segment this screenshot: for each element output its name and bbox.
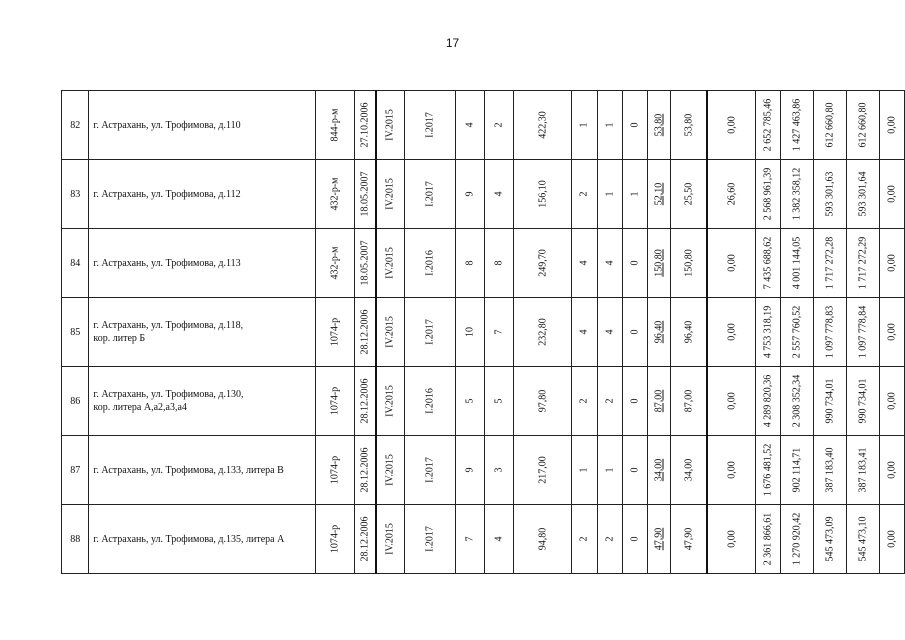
address-line: г. Астрахань, ул. Трофимова, д.130,	[93, 389, 244, 400]
residents-count-cell	[456, 367, 485, 436]
extra-funds-cell	[879, 298, 904, 367]
address-cell	[89, 91, 316, 160]
start-quarter: IV.2015	[384, 523, 396, 555]
flats-count-cell	[572, 229, 597, 298]
relocated-area-cell	[647, 298, 670, 367]
extra-funds: 0,00	[886, 185, 898, 203]
start-quarter: IV.2015	[384, 454, 396, 486]
flats-count-cell	[572, 367, 597, 436]
local-share-cell	[846, 229, 879, 298]
local-share: 1 097 778,84	[857, 305, 869, 359]
region-share: 387 183,40	[824, 447, 836, 493]
order-date: 28.12.2006	[359, 516, 371, 562]
fund-share-cell	[781, 160, 814, 229]
relocated-area-cell	[647, 229, 670, 298]
relocated-count: 4	[493, 536, 505, 542]
owned-area-cell	[670, 160, 707, 229]
address-cell	[89, 505, 316, 574]
owned-flats: 4	[604, 260, 616, 266]
end-quarter-cell	[405, 505, 456, 574]
relocated-count-cell	[485, 436, 514, 505]
row-number: 85	[62, 298, 89, 367]
owned-area-cell	[670, 436, 707, 505]
residents-count-cell	[456, 91, 485, 160]
owned-flats: 2	[604, 536, 616, 542]
table-row	[62, 298, 905, 367]
flats-count: 2	[578, 536, 590, 542]
municipal-area-cell	[707, 160, 755, 229]
order-date: 18.05.2007	[359, 171, 371, 217]
order-date-cell	[354, 505, 375, 574]
row-number: 88	[62, 505, 89, 574]
local-share-cell	[846, 436, 879, 505]
extra-funds-cell	[879, 160, 904, 229]
extra-funds: 0,00	[886, 461, 898, 479]
municipal-flats-cell	[622, 298, 647, 367]
relocated-count-cell	[485, 367, 514, 436]
municipal-flats: 0	[629, 398, 641, 404]
relocated-area: 47,90	[653, 527, 665, 551]
relocated-area: 53,80	[653, 113, 665, 137]
address-cell	[89, 367, 316, 436]
local-share: 545 473,10	[857, 516, 869, 562]
flats-count: 4	[578, 329, 590, 335]
order-number: 1074-р	[329, 455, 341, 485]
relocated-area: 52,10	[653, 182, 665, 206]
owned-flats: 4	[604, 329, 616, 335]
start-quarter: IV.2015	[384, 385, 396, 417]
address-line-2: кор. литер Б	[93, 333, 146, 344]
order-number: 1074-р	[329, 317, 341, 347]
municipal-area-cell	[707, 229, 755, 298]
municipal-area: 0,00	[726, 254, 738, 272]
extra-funds-cell	[879, 505, 904, 574]
row-number: 82	[62, 91, 89, 160]
fund-share: 1 382 358,12	[791, 167, 803, 221]
order-date-cell	[354, 367, 375, 436]
local-share-cell	[846, 505, 879, 574]
region-share-cell	[814, 229, 847, 298]
area: 156,10	[537, 180, 549, 208]
table-row	[62, 160, 905, 229]
start-quarter-cell	[376, 91, 405, 160]
order-number-cell	[316, 505, 355, 574]
region-share-cell	[814, 367, 847, 436]
order-date-cell	[354, 160, 375, 229]
municipal-flats: 0	[629, 467, 641, 473]
area: 232,80	[537, 318, 549, 346]
address-line: г. Астрахань, ул. Трофимова, д.110	[93, 119, 241, 131]
flats-count-cell	[572, 298, 597, 367]
address-line: г. Астрахань, ул. Трофимова, д.118,	[93, 320, 244, 331]
fund-share: 2 308 352,34	[791, 374, 803, 428]
start-quarter: IV.2015	[384, 109, 396, 141]
total-cost: 1 676 481,52	[762, 443, 774, 497]
total-cost: 2 361 866,61	[762, 512, 774, 566]
end-quarter: I.2017	[424, 112, 436, 138]
residents-count-cell	[456, 160, 485, 229]
extra-funds-cell	[879, 367, 904, 436]
relocated-area: 150,80	[653, 249, 665, 277]
fund-share: 1 427 463,86	[791, 98, 803, 152]
fund-share: 1 270 920,42	[791, 512, 803, 566]
end-quarter-cell	[405, 298, 456, 367]
total-cost-cell	[756, 91, 781, 160]
residents-count: 5	[464, 398, 476, 404]
flats-count-cell	[572, 505, 597, 574]
total-cost: 2 652 785,46	[762, 98, 774, 152]
extra-funds: 0,00	[886, 392, 898, 410]
start-quarter-cell	[376, 367, 405, 436]
owned-area: 53,80	[683, 113, 695, 137]
extra-funds-cell	[879, 436, 904, 505]
municipal-area: 26,60	[726, 182, 738, 206]
start-quarter-cell	[376, 436, 405, 505]
start-quarter-cell	[376, 229, 405, 298]
start-quarter: IV.2015	[384, 316, 396, 348]
address-line: г. Астрахань, ул. Трофимова, д.113	[93, 257, 241, 269]
owned-flats: 1	[604, 191, 616, 197]
owned-area: 34,00	[683, 458, 695, 482]
start-quarter-cell	[376, 505, 405, 574]
address-cell	[89, 436, 316, 505]
table-row	[62, 91, 905, 160]
area: 249,70	[537, 249, 549, 277]
area: 94,80	[537, 527, 549, 551]
end-quarter-cell	[405, 436, 456, 505]
region-share: 612 660,80	[824, 102, 836, 148]
region-share: 990 734,01	[824, 378, 836, 424]
owned-area: 96,40	[683, 320, 695, 344]
owned-flats-cell	[597, 505, 622, 574]
residents-count-cell	[456, 436, 485, 505]
local-share-cell	[846, 160, 879, 229]
local-share: 593 301,64	[857, 171, 869, 217]
municipal-flats: 0	[629, 122, 641, 128]
order-date-cell	[354, 229, 375, 298]
local-share-cell	[846, 298, 879, 367]
row-number: 83	[62, 160, 89, 229]
region-share: 1 717 272,28	[824, 236, 836, 290]
municipal-area: 0,00	[726, 461, 738, 479]
order-date: 28.12.2006	[359, 378, 371, 424]
relocated-count-cell	[485, 229, 514, 298]
order-number-cell	[316, 160, 355, 229]
address-cell	[89, 160, 316, 229]
order-number-cell	[316, 298, 355, 367]
local-share-cell	[846, 367, 879, 436]
relocated-area: 96,40	[653, 320, 665, 344]
local-share-cell	[846, 91, 879, 160]
order-number: 1074-р	[329, 524, 341, 554]
fund-share-cell	[781, 298, 814, 367]
municipal-flats-cell	[622, 91, 647, 160]
total-cost-cell	[756, 160, 781, 229]
order-number: 432-р-м	[329, 177, 341, 211]
extra-funds: 0,00	[886, 323, 898, 341]
end-quarter-cell	[405, 91, 456, 160]
municipal-area-cell	[707, 436, 755, 505]
row-number: 87	[62, 436, 89, 505]
owned-area: 47,90	[683, 527, 695, 551]
total-cost: 4 289 820,36	[762, 374, 774, 428]
total-cost-cell	[756, 436, 781, 505]
owned-area-cell	[670, 367, 707, 436]
relocated-count-cell	[485, 160, 514, 229]
municipal-flats-cell	[622, 367, 647, 436]
flats-count: 4	[578, 260, 590, 266]
region-share: 545 473,09	[824, 516, 836, 562]
area-cell	[514, 160, 572, 229]
row-number: 84	[62, 229, 89, 298]
municipal-area: 0,00	[726, 116, 738, 134]
page-number: 17	[445, 36, 460, 50]
area: 217,00	[537, 456, 549, 484]
end-quarter: I.2017	[424, 526, 436, 552]
region-share-cell	[814, 505, 847, 574]
relocated-count: 7	[493, 329, 505, 335]
flats-count-cell	[572, 160, 597, 229]
municipal-flats: 0	[629, 260, 641, 266]
municipal-area: 0,00	[726, 323, 738, 341]
residents-count-cell	[456, 505, 485, 574]
owned-flats: 1	[604, 122, 616, 128]
end-quarter-cell	[405, 160, 456, 229]
municipal-flats: 1	[629, 191, 641, 197]
fund-share-cell	[781, 91, 814, 160]
table-row	[62, 229, 905, 298]
total-cost-cell	[756, 505, 781, 574]
extra-funds: 0,00	[886, 254, 898, 272]
owned-flats-cell	[597, 229, 622, 298]
start-quarter-cell	[376, 298, 405, 367]
extra-funds: 0,00	[886, 116, 898, 134]
table-row	[62, 367, 905, 436]
fund-share: 902 114,71	[791, 447, 803, 493]
relocated-count: 5	[493, 398, 505, 404]
relocated-count-cell	[485, 91, 514, 160]
owned-flats-cell	[597, 160, 622, 229]
region-share-cell	[814, 160, 847, 229]
local-share: 612 660,80	[857, 102, 869, 148]
end-quarter: I.2017	[424, 457, 436, 483]
owned-area-cell	[670, 298, 707, 367]
start-quarter: IV.2015	[384, 247, 396, 279]
start-quarter-cell	[376, 160, 405, 229]
fund-share-cell	[781, 367, 814, 436]
address-cell	[89, 229, 316, 298]
area: 422,30	[537, 111, 549, 139]
owned-flats-cell	[597, 436, 622, 505]
order-date: 18.05.2007	[359, 240, 371, 286]
row-number: 86	[62, 367, 89, 436]
end-quarter: I.2016	[424, 250, 436, 276]
order-number-cell	[316, 229, 355, 298]
residents-count: 8	[464, 260, 476, 266]
total-cost-cell	[756, 298, 781, 367]
relocated-count-cell	[485, 505, 514, 574]
order-date-cell	[354, 298, 375, 367]
flats-count: 2	[578, 398, 590, 404]
table-row	[62, 436, 905, 505]
residents-count: 9	[464, 467, 476, 473]
end-quarter-cell	[405, 367, 456, 436]
municipal-area: 0,00	[726, 530, 738, 548]
municipal-area-cell	[707, 298, 755, 367]
owned-flats-cell	[597, 367, 622, 436]
start-quarter: IV.2015	[384, 178, 396, 210]
relocated-count: 2	[493, 122, 505, 128]
extra-funds-cell	[879, 91, 904, 160]
fund-share-cell	[781, 229, 814, 298]
owned-area-cell	[670, 229, 707, 298]
region-share: 593 301,63	[824, 171, 836, 217]
owned-area-cell	[670, 91, 707, 160]
area: 97,80	[537, 389, 549, 413]
municipal-area-cell	[707, 367, 755, 436]
municipal-flats-cell	[622, 160, 647, 229]
relocated-count: 4	[493, 191, 505, 197]
region-share-cell	[814, 436, 847, 505]
area-cell	[514, 298, 572, 367]
local-share: 1 717 272,29	[857, 236, 869, 290]
address-line: г. Астрахань, ул. Трофимова, д.112	[93, 188, 241, 200]
municipal-flats-cell	[622, 505, 647, 574]
order-number: 844-р-м	[329, 108, 341, 142]
area-cell	[514, 505, 572, 574]
order-date-cell	[354, 436, 375, 505]
order-number: 432-р-м	[329, 246, 341, 280]
area-cell	[514, 367, 572, 436]
owned-flats-cell	[597, 91, 622, 160]
address-line-2: кор. литера А,а2,а3,а4	[93, 402, 187, 413]
area-cell	[514, 436, 572, 505]
table-row	[62, 505, 905, 574]
relocated-area: 34,00	[653, 458, 665, 482]
end-quarter: I.2017	[424, 319, 436, 345]
relocated-area-cell	[647, 367, 670, 436]
residents-count-cell	[456, 229, 485, 298]
region-share: 1 097 778,83	[824, 305, 836, 359]
order-number-cell	[316, 91, 355, 160]
relocated-count: 3	[493, 467, 505, 473]
relocated-count-cell	[485, 298, 514, 367]
order-number-cell	[316, 436, 355, 505]
fund-share-cell	[781, 436, 814, 505]
relocated-area: 87,00	[653, 389, 665, 413]
extra-funds-cell	[879, 229, 904, 298]
order-date-cell	[354, 91, 375, 160]
end-quarter-cell	[405, 229, 456, 298]
flats-count: 1	[578, 122, 590, 128]
municipal-flats: 0	[629, 536, 641, 542]
municipal-flats-cell	[622, 229, 647, 298]
municipal-area: 0,00	[726, 392, 738, 410]
housing-program-table	[61, 90, 905, 574]
municipal-flats-cell	[622, 436, 647, 505]
order-date: 27.10.2006	[359, 102, 371, 148]
area-cell	[514, 91, 572, 160]
owned-flats: 2	[604, 398, 616, 404]
region-share-cell	[814, 298, 847, 367]
owned-flats: 1	[604, 467, 616, 473]
relocated-area-cell	[647, 505, 670, 574]
owned-flats-cell	[597, 298, 622, 367]
residents-count-cell	[456, 298, 485, 367]
address-line: г. Астрахань, ул. Трофимова, д.133, литера В	[93, 464, 284, 476]
residents-count: 4	[464, 122, 476, 128]
owned-area-cell	[670, 505, 707, 574]
order-date: 28.12.2006	[359, 447, 371, 493]
local-share: 990 734,01	[857, 378, 869, 424]
owned-area: 150,80	[683, 249, 695, 277]
municipal-area-cell	[707, 91, 755, 160]
total-cost: 7 435 688,62	[762, 236, 774, 290]
order-number: 1074-р	[329, 386, 341, 416]
end-quarter: I.2017	[424, 181, 436, 207]
end-quarter: I.2016	[424, 388, 436, 414]
area-cell	[514, 229, 572, 298]
flats-count-cell	[572, 91, 597, 160]
total-cost-cell	[756, 229, 781, 298]
flats-count: 1	[578, 467, 590, 473]
relocated-area-cell	[647, 160, 670, 229]
extra-funds: 0,00	[886, 530, 898, 548]
total-cost-cell	[756, 367, 781, 436]
order-date: 28.12.2006	[359, 309, 371, 355]
fund-share: 4 001 144,05	[791, 236, 803, 290]
relocated-area-cell	[647, 436, 670, 505]
local-share: 387 183,41	[857, 447, 869, 493]
flats-count: 2	[578, 191, 590, 197]
region-share-cell	[814, 91, 847, 160]
owned-area: 87,00	[683, 389, 695, 413]
relocated-area-cell	[647, 91, 670, 160]
total-cost: 4 753 318,19	[762, 305, 774, 359]
order-number-cell	[316, 367, 355, 436]
total-cost: 2 568 961,39	[762, 167, 774, 221]
municipal-flats: 0	[629, 329, 641, 335]
relocated-count: 8	[493, 260, 505, 266]
flats-count-cell	[572, 436, 597, 505]
residents-count: 10	[464, 327, 476, 337]
municipal-area-cell	[707, 505, 755, 574]
address-cell	[89, 298, 316, 367]
residents-count: 9	[464, 191, 476, 197]
address-line: г. Астрахань, ул. Трофимова, д.135, литера А	[93, 533, 285, 545]
residents-count: 7	[464, 536, 476, 542]
fund-share: 2 557 760,52	[791, 305, 803, 359]
owned-area: 25,50	[683, 182, 695, 206]
fund-share-cell	[781, 505, 814, 574]
